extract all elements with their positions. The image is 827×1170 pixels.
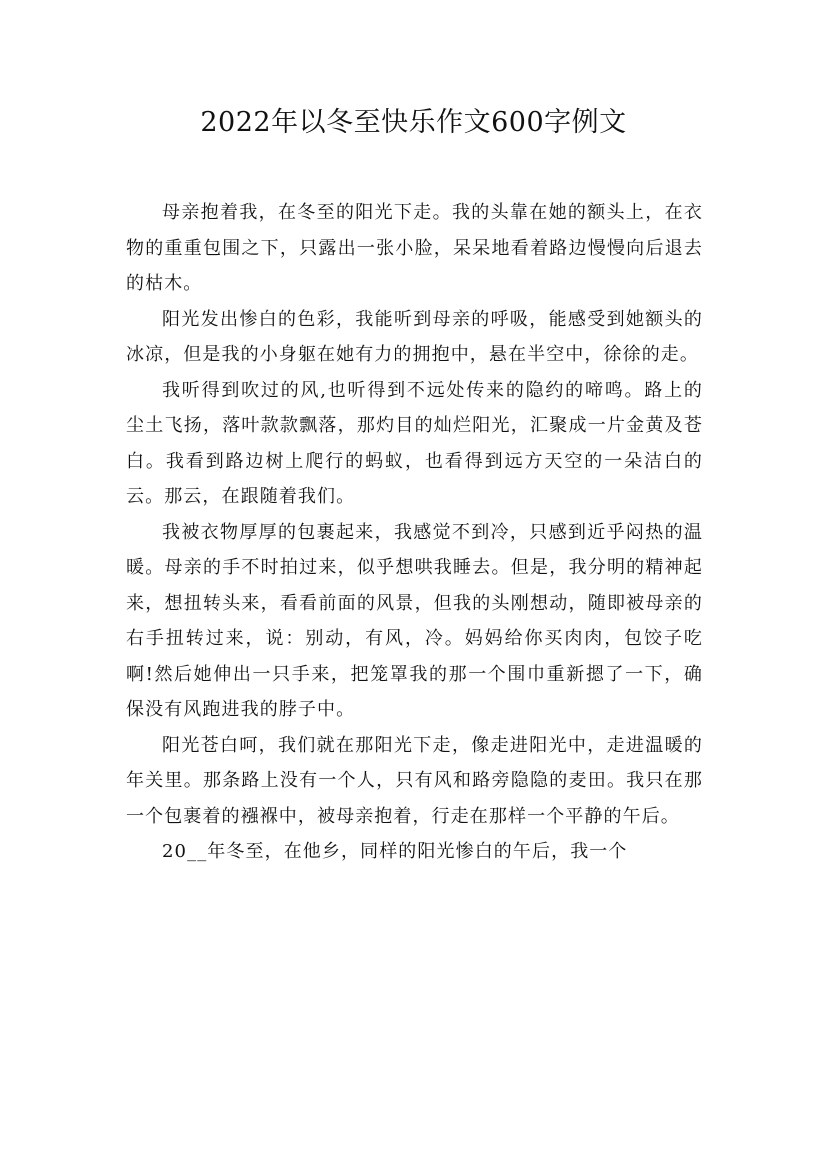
paragraph-4: 我被衣物厚厚的包裹起来，我感觉不到冷，只感到近乎闷热的温暖。母亲的手不时拍过来，似乎想哄我睡去。但是，我分明的精神起来，想扭转头来，看看前面的风景，但我的头刚想动，随即被母亲的右手扭转过来，说：别动，有风，冷。妈妈给你买肉肉，包饺子吃啊!然后她伸出一只手来，把笼罩我的那一个围巾重新摁了一下，确保没有风跑进我的脖子中。 xyxy=(126,521,703,720)
paragraph-5: 阳光苍白呵，我们就在那阳光下走，像走进阳光中，走进温暖的年关里。那条路上没有一个人，只有风和路旁隐隐的麦田。我只在那一个包裹着的襁褓中，被母亲抱着，行走在那样一个平静的午后。 xyxy=(126,734,703,827)
paragraph-6: 20__年冬至，在他乡，同样的阳光惨白的午后，我一个 xyxy=(162,841,628,862)
paragraph-1: 母亲抱着我，在冬至的阳光下走。我的头靠在她的额头上，在衣物的重重包围之下，只露出一张小脸，呆呆地看着路边慢慢向后退去的枯木。 xyxy=(126,202,703,294)
document-title: 2022年以冬至快乐作文600字例文 xyxy=(200,107,627,138)
document-body xyxy=(126,195,703,870)
paragraph-3: 我听得到吹过的风,也听得到不远处传来的隐约的啼鸣。路上的尘土飞扬，落叶款款飘落，那灼目的灿烂阳光，汇聚成一片金黄及苍白。我看到路边树上爬行的蚂蚁，也看得到远方天空的一朵洁白的云。那云，在跟随着我们。 xyxy=(126,379,703,507)
paragraph-2: 阳光发出惨白的色彩，我能听到母亲的呼吸，能感受到她额头的冰凉，但是我的小身躯在她有力的拥抱中，悬在半空中，徐徐的走。 xyxy=(126,308,703,365)
